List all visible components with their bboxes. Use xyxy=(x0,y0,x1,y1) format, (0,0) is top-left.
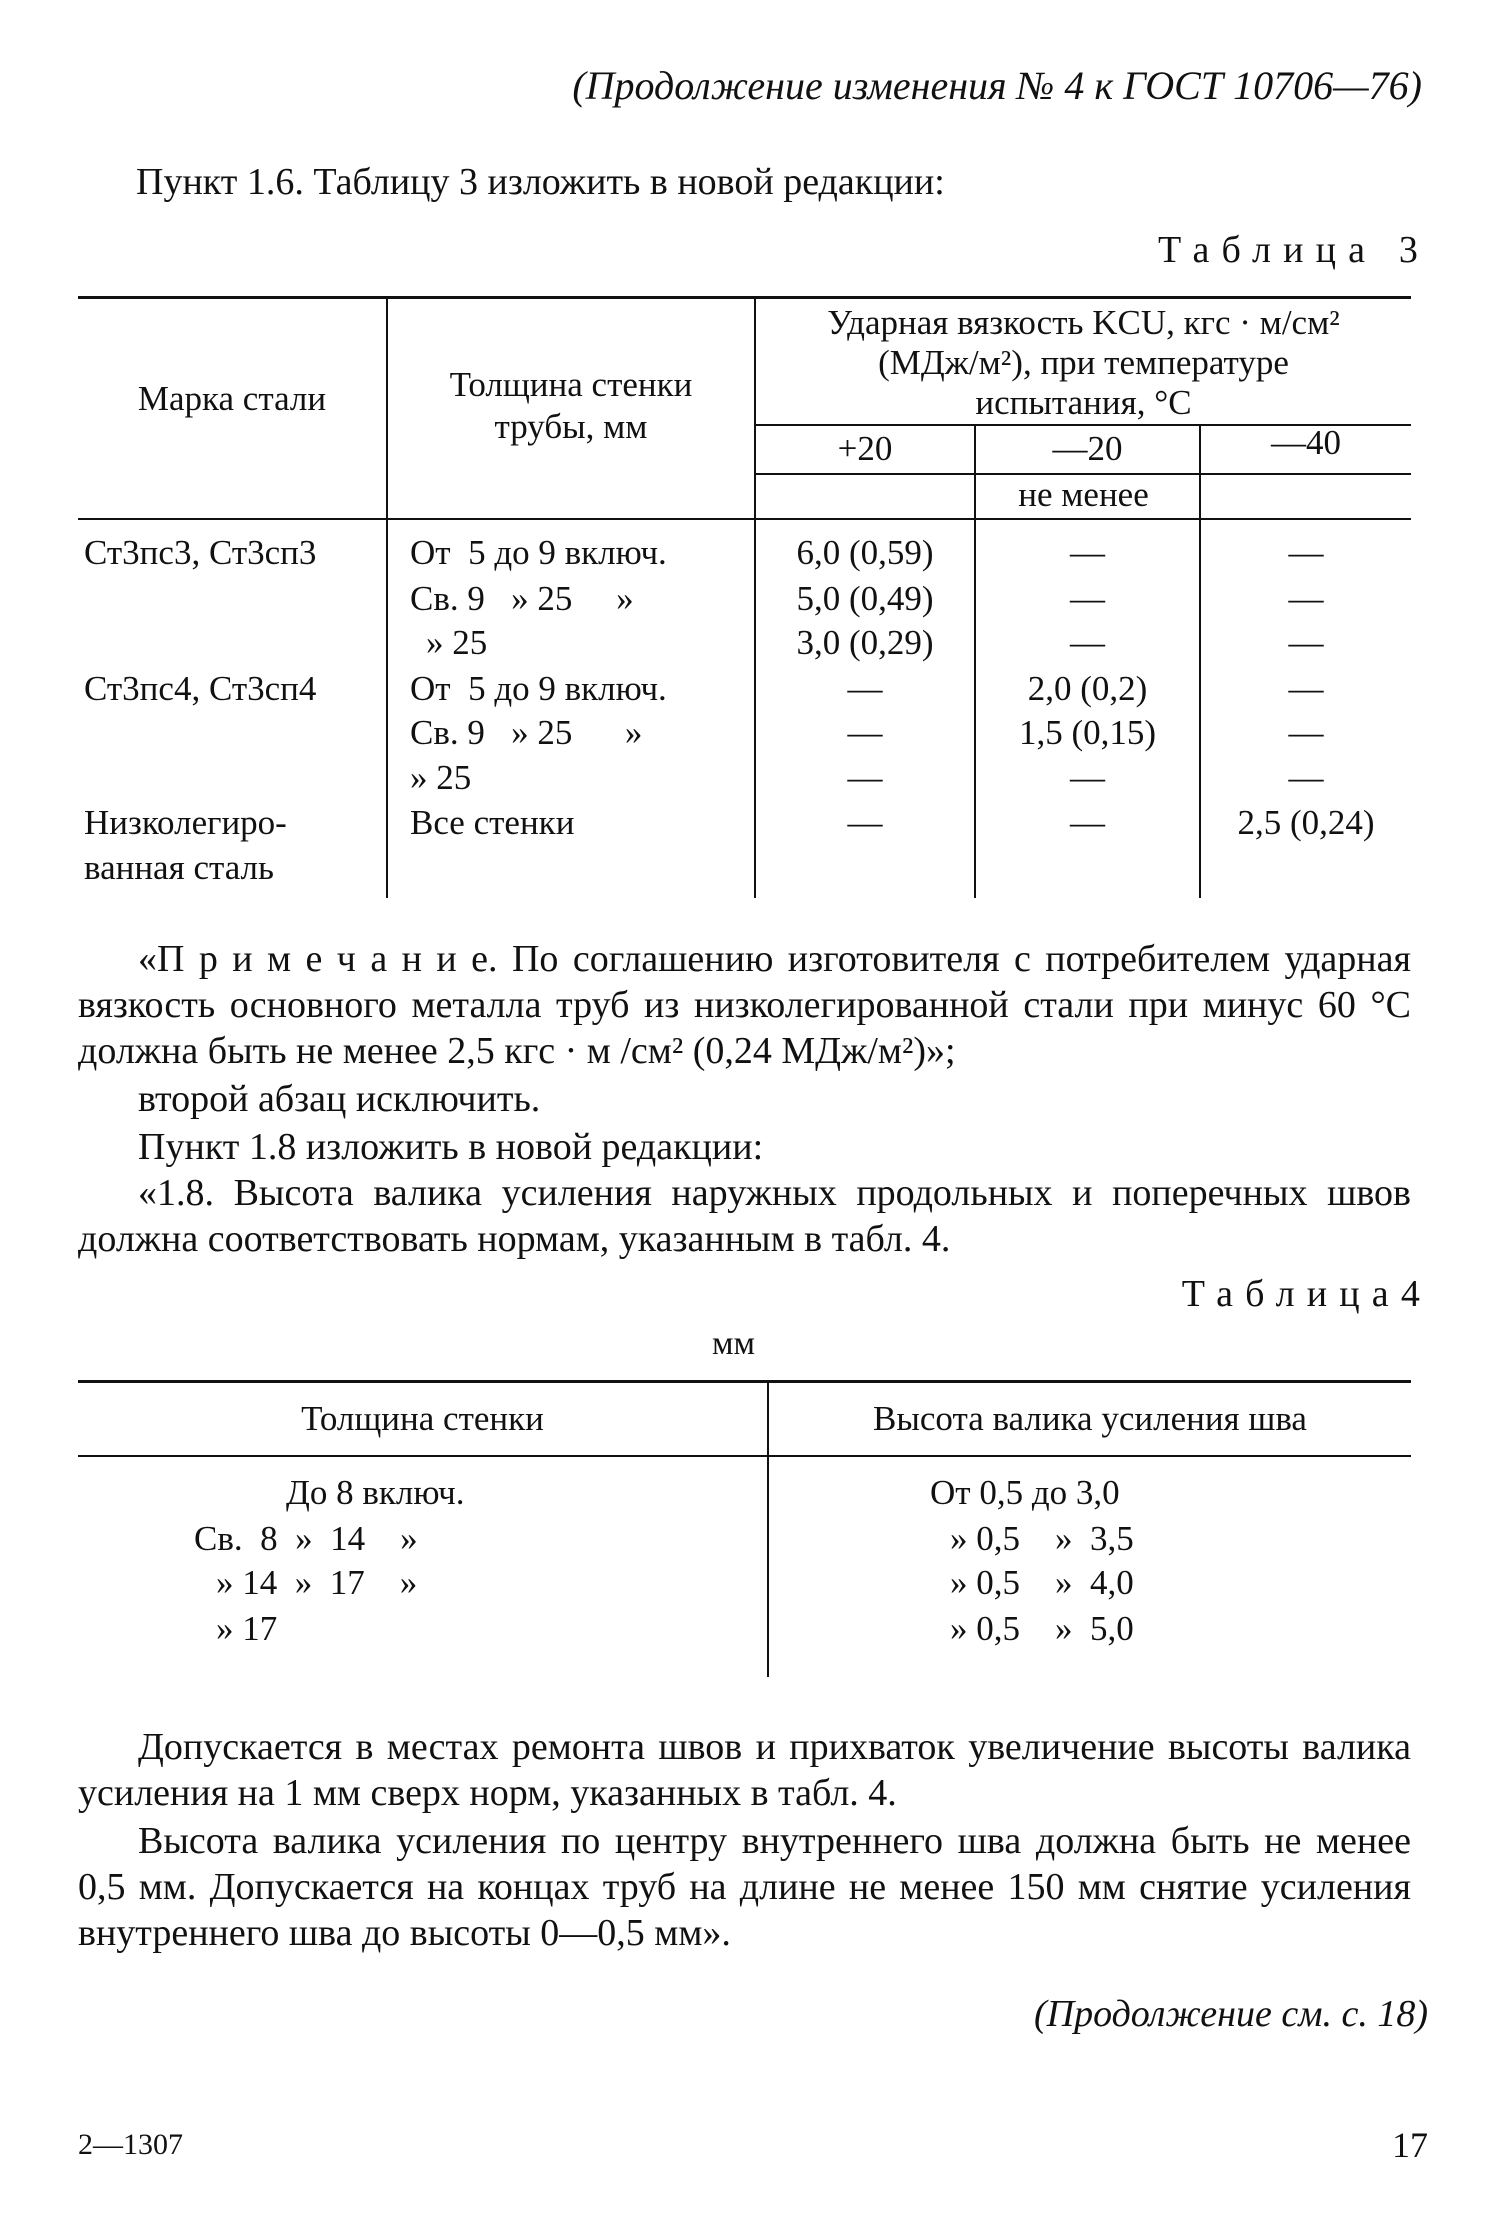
thickness-cell: » 25 xyxy=(410,758,472,797)
height-cell: » 0,5 » 4,0 xyxy=(950,1563,1134,1602)
thickness-cell: До 8 включ. xyxy=(286,1473,465,1512)
table3-header-rule xyxy=(78,518,1411,520)
header-bead-height: Высота валика усиления шва xyxy=(873,1399,1307,1438)
grade-st3ps4: Ст3пс4, Ст3сп4 xyxy=(84,669,317,708)
value-cell: — xyxy=(1070,579,1105,618)
header-impact-3: испытания, °С xyxy=(975,383,1192,422)
header-impact-1: Ударная вязкость KCU, кгс · м/см² xyxy=(827,303,1340,342)
height-cell: » 0,5 » 5,0 xyxy=(950,1609,1134,1648)
temp-plus-20: +20 xyxy=(837,429,893,468)
thickness-cell: » 25 xyxy=(426,623,488,662)
height-cell: » 0,5 » 3,5 xyxy=(950,1519,1134,1558)
note-paragraph xyxy=(78,936,1411,1074)
value-cell: 2,5 (0,24) xyxy=(1237,803,1375,842)
thickness-cell: Св. 8 » 14 » xyxy=(194,1519,418,1558)
temp-minus-40: —40 xyxy=(1271,423,1341,462)
continuation-header: (Продолжение изменения № 4 к ГОСТ 10706—76) xyxy=(572,63,1422,108)
value-cell: 1,5 (0,15) xyxy=(1018,713,1157,752)
table4-top-rule xyxy=(78,1380,1411,1383)
grade-st3ps3: Ст3пс3, Ст3сп3 xyxy=(84,533,317,572)
value-cell: — xyxy=(847,669,883,708)
page-number: 17 xyxy=(1392,2125,1428,2165)
header-thickness-1: Толщина стенки xyxy=(449,365,693,404)
value-cell: — xyxy=(1288,623,1324,662)
value-cell: 6,0 (0,59) xyxy=(796,533,934,572)
thickness-cell: Все стенки xyxy=(410,803,575,842)
thickness-cell: » 14 » 17 » xyxy=(216,1563,418,1602)
value-cell: — xyxy=(847,803,883,842)
thickness-cell: » 17 xyxy=(216,1609,278,1648)
continued-note: (Продолжение см. с. 18) xyxy=(1033,1993,1428,2035)
note-lead: «П р и м е ч а н и е. xyxy=(138,938,498,980)
value-cell: — xyxy=(847,758,883,797)
grade-low-alloy-1: Низколегиро- xyxy=(84,803,287,842)
value-cell: — xyxy=(1070,758,1105,797)
thickness-cell: От 5 до 9 включ. xyxy=(410,533,667,572)
value-cell: — xyxy=(1288,533,1324,572)
header-thickness-2: трубы, мм xyxy=(494,407,648,446)
table3-top-rule xyxy=(78,296,1411,299)
thickness-cell: От 5 до 9 включ. xyxy=(410,669,667,708)
note-second: второй абзац исключить. xyxy=(138,1078,541,1120)
note-text: По соглашению изготовителя с потребителем ударная вязкость основного металла труб из низколегированной стали при минус 60 °С должна быть не менее 2,5 кгс · м /см² (0,24 МДж/м²)»; xyxy=(78,938,1411,1072)
value-cell: — xyxy=(1070,623,1105,662)
value-cell: — xyxy=(1070,533,1105,572)
height-cell: От 0,5 до 3,0 xyxy=(930,1473,1120,1512)
value-cell: — xyxy=(1288,669,1324,708)
header-grade: Марка стали xyxy=(137,379,327,418)
table4-caption: Таблица4 xyxy=(1181,1273,1432,1315)
header-impact-2: (МДж/м²), при температуре xyxy=(878,343,1289,382)
not-less-label: не менее xyxy=(1018,475,1149,514)
thickness-cell: Св. 9 » 25 » xyxy=(410,713,643,752)
thickness-cell: Св. 9 » 25 » xyxy=(410,579,634,618)
value-cell: 5,0 (0,49) xyxy=(796,579,934,618)
value-cell: — xyxy=(1070,803,1105,842)
value-cell: — xyxy=(1288,713,1324,752)
value-cell: — xyxy=(1288,758,1324,797)
p18-intro: Пункт 1.8 изложить в новой редакции: xyxy=(138,1126,764,1168)
value-cell: 2,0 (0,2) xyxy=(1027,669,1148,708)
after-paragraph-2: Высота валика усиления по центру внутреннего шва должна быть не менее 0,5 мм. Допускается на концах труб на длине не менее 150 мм снятие усиления внутреннего шва до высоты 0—0,5 мм». xyxy=(78,1820,1411,1954)
value-cell: — xyxy=(1288,579,1324,618)
print-code: 2—1307 xyxy=(78,2128,183,2161)
table4-header-rule xyxy=(78,1455,1411,1457)
temp-minus-20: —20 xyxy=(1052,429,1123,468)
grade-low-alloy-2: ванная сталь xyxy=(84,848,274,887)
after-paragraph-1: Допускается в местах ремонта швов и прихваток увеличение высоты валика усиления на 1 мм сверх норм, указанных в табл. 4. xyxy=(78,1726,1411,1814)
table4-unit: мм xyxy=(712,1325,756,1362)
p18-text: «1.8. Высота валика усиления наружных продольных и поперечных швов должна соответствовать нормам, указанным в табл. 4. xyxy=(78,1172,1411,1260)
value-cell: 3,0 (0,29) xyxy=(796,623,934,662)
header-wall-thickness: Толщина стенки xyxy=(301,1399,544,1438)
value-cell: — xyxy=(847,713,883,752)
table3-caption: Таблица 3 xyxy=(1158,229,1430,271)
intro-paragraph: Пункт 1.6. Таблицу 3 изложить в новой редакции: xyxy=(136,161,945,203)
